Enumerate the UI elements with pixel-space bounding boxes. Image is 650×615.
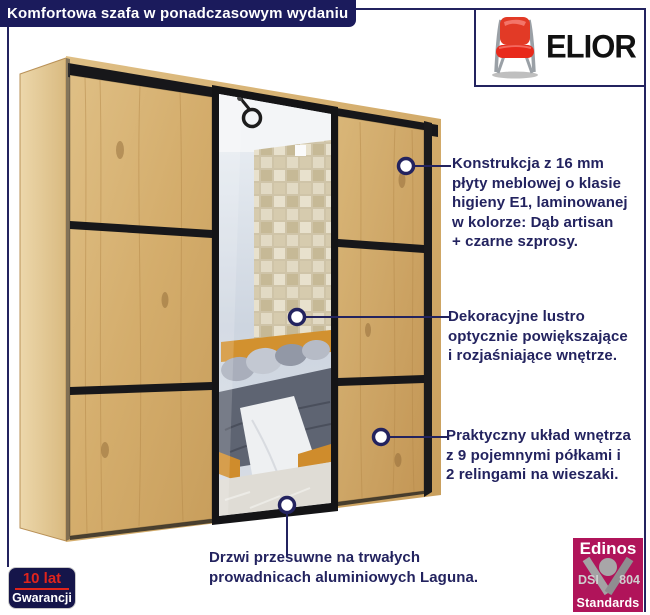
- annotation-interior-line: Praktyczny układ wnętrza: [446, 427, 631, 444]
- annotation-interior: [446, 426, 631, 485]
- annotation-interior-line: z 9 pojemnymi półkami i: [446, 446, 621, 464]
- warranty-label: Gwarancji: [12, 591, 72, 605]
- annotation-sliding-doors: [209, 548, 478, 587]
- annotation-mirror-line: optycznie powiększające: [448, 327, 628, 345]
- annotation-construction-line: Konstrukcja z 16 mm: [452, 155, 604, 172]
- page-title: Komfortowa szafa w ponadczasowym wydaniu: [0, 0, 356, 27]
- edinos-name: Edinos: [579, 539, 637, 558]
- edinos-code-label: 804: [619, 573, 640, 587]
- annotation-construction: [452, 154, 628, 252]
- edinos-standards-label: Standards: [576, 596, 640, 610]
- annotation-mirror-line: i rozjaśniające wnętrze.: [448, 347, 618, 364]
- callout-marker-construction: [399, 159, 414, 174]
- brand-name: ELIOR: [546, 28, 636, 65]
- logo-box-bottom-border: [474, 85, 646, 87]
- brand-logo: [488, 11, 642, 83]
- frame-line-top: [354, 8, 646, 10]
- edinos-dsi-label: DSI: [578, 573, 599, 587]
- warranty-underline: [15, 588, 69, 590]
- annotation-construction-line: w kolorze: Dąb artisan: [452, 213, 614, 231]
- edinos-badge: [573, 538, 643, 612]
- frame-line-left: [7, 27, 9, 567]
- annotation-mirror: [448, 307, 628, 366]
- frame-line-right: [644, 8, 646, 612]
- annotation-interior-line: 2 relingami na wieszaki.: [446, 466, 619, 483]
- callout-marker-doors: [280, 498, 295, 513]
- annotation-construction-line: higieny E1, laminowanej: [452, 194, 628, 211]
- callout-marker-mirror: [290, 310, 305, 325]
- callout-marker-interior: [374, 430, 389, 445]
- annotation-sliding-doors-line: prowadnicach aluminiowych Laguna.: [209, 568, 479, 586]
- red-chair-icon: [488, 14, 542, 80]
- annotation-construction-line: + czarne szprosy.: [452, 233, 579, 250]
- annotation-mirror-line: Dekoracyjne lustro: [448, 308, 585, 325]
- logo-box-left-border: [474, 8, 476, 87]
- warranty-years: 10 lat: [22, 570, 62, 587]
- warranty-badge: [8, 567, 76, 609]
- annotation-sliding-doors-line: Drzwi przesuwne na trwałych: [209, 549, 421, 566]
- annotation-construction-line: płyty meblowej o klasie: [452, 174, 622, 192]
